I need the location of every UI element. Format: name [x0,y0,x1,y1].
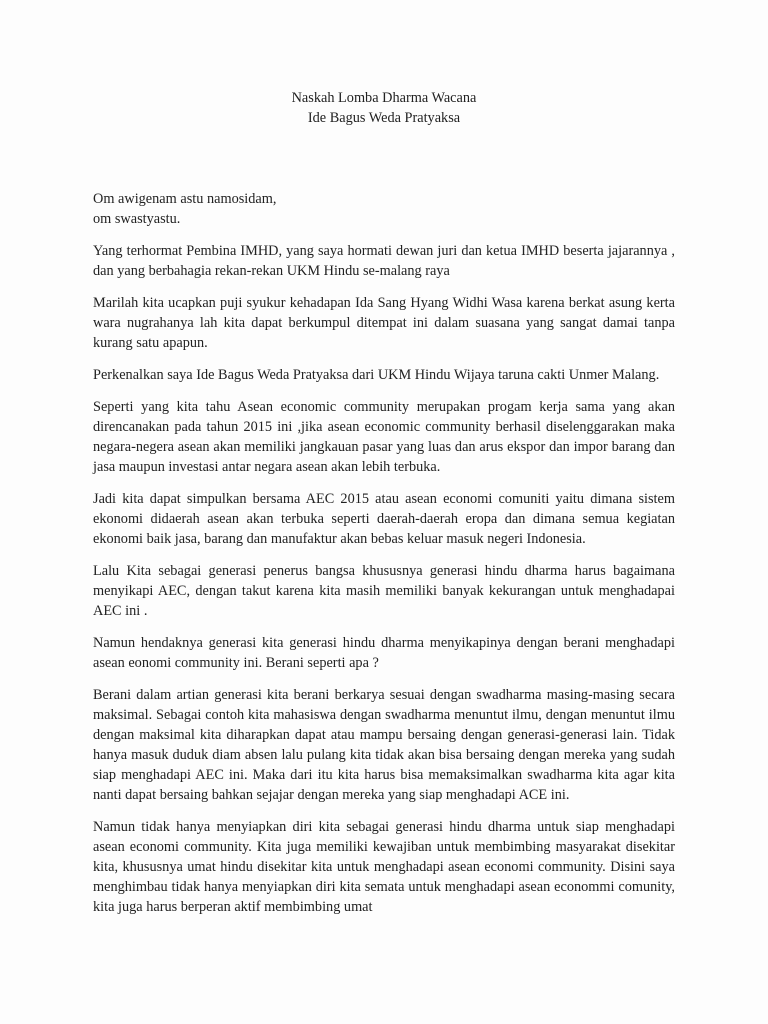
greeting [93,189,675,229]
paragraph: Jadi kita dapat simpulkan bersama AEC 2015 atau asean economi comuniti yaitu dimana sistem ekonomi didaerah asean akan terbuka seperti daerah-daerah eropa dan dimana semua kegiatan ekonomi baik jasa, barang dan manufaktur akan bebas keluar masuk negeri Indonesia. [93,491,675,547]
paragraph: Seperti yang kita tahu Asean economic community merupakan progam kerja sama yang akan direncanakan pada tahun 2015 ini ,jika asean economic community berhasil diselenggarakan maka negara-negera asean akan memiliki jangkauan pasar yang luas dan arus ekspor dan impor barang dan jasa maupun investasi antar negara asean akan lebih terbuka. [93,399,675,475]
greeting-line: om swastyastu. [93,211,181,227]
document-content [93,88,675,917]
paragraph: Namun hendaknya generasi kita generasi hindu dharma menyikapinya dengan berani menghadapi asean eonomi community ini. Berani seperti apa ? [93,635,675,671]
paragraph: Yang terhormat Pembina IMHD, yang saya hormati dewan juri dan ketua IMHD beserta jajarannya , dan yang berbahagia rekan-rekan UKM Hindu se-malang raya [93,243,675,279]
paragraph: Marilah kita ucapkan puji syukur kehadapan Ida Sang Hyang Widhi Wasa karena berkat asung kerta wara nugrahanya lah kita dapat berkumpul ditempat ini dalam suasana yang sangat damai tanpa kurang satu apapun. [93,295,675,351]
greeting-line: Om awigenam astu namosidam, [93,191,277,207]
document-title [93,88,675,128]
paragraph: Berani dalam artian generasi kita berani berkarya sesuai dengan swadharma masing-masing secara maksimal. Sebagai contoh kita mahasiswa dengan swadharma menuntut ilmu, dengan menuntut ilmu dengan maksimal kita diharapkan dapat atau mampu bersaing dengan generasi-generasi lain. Tidak hanya masuk duduk diam absen lalu pulang kita tidak akan bisa bersaing dengan mereka yang sudah siap menghadapi AEC ini. Maka dari itu kita harus bisa memaksimalkan swadharma kita agar kita nanti dapat bersaing bahkan sejajar dengan mereka yang siap menghadapi ACE ini. [93,687,675,803]
paragraph: Namun tidak hanya menyiapkan diri kita sebagai generasi hindu dharma untuk siap menghadapi asean economi community. Kita juga memiliki kewajiban untuk membimbing masyarakat disekitar kita, khususnya umat hindu disekitar kita untuk menghadapi asean economi community. Disini saya menghimbau tidak hanya menyiapkan diri kita semata untuk menghadapi asean econommi comunity, kita juga harus berperan aktif membimbing umat [93,819,675,915]
paragraph: Perkenalkan saya Ide Bagus Weda Pratyaksa dari UKM Hindu Wijaya taruna cakti Unmer Malang. [93,367,660,383]
title-line: Naskah Lomba Dharma Wacana [291,90,477,106]
author-line: Ide Bagus Weda Pratyaksa [307,110,461,126]
paragraph: Lalu Kita sebagai generasi penerus bangsa khususnya generasi hindu dharma harus bagaimana menyikapi AEC, dengan takut karena kita masih memiliki banyak kekurangan untuk menghadapai AEC ini . [93,563,675,619]
